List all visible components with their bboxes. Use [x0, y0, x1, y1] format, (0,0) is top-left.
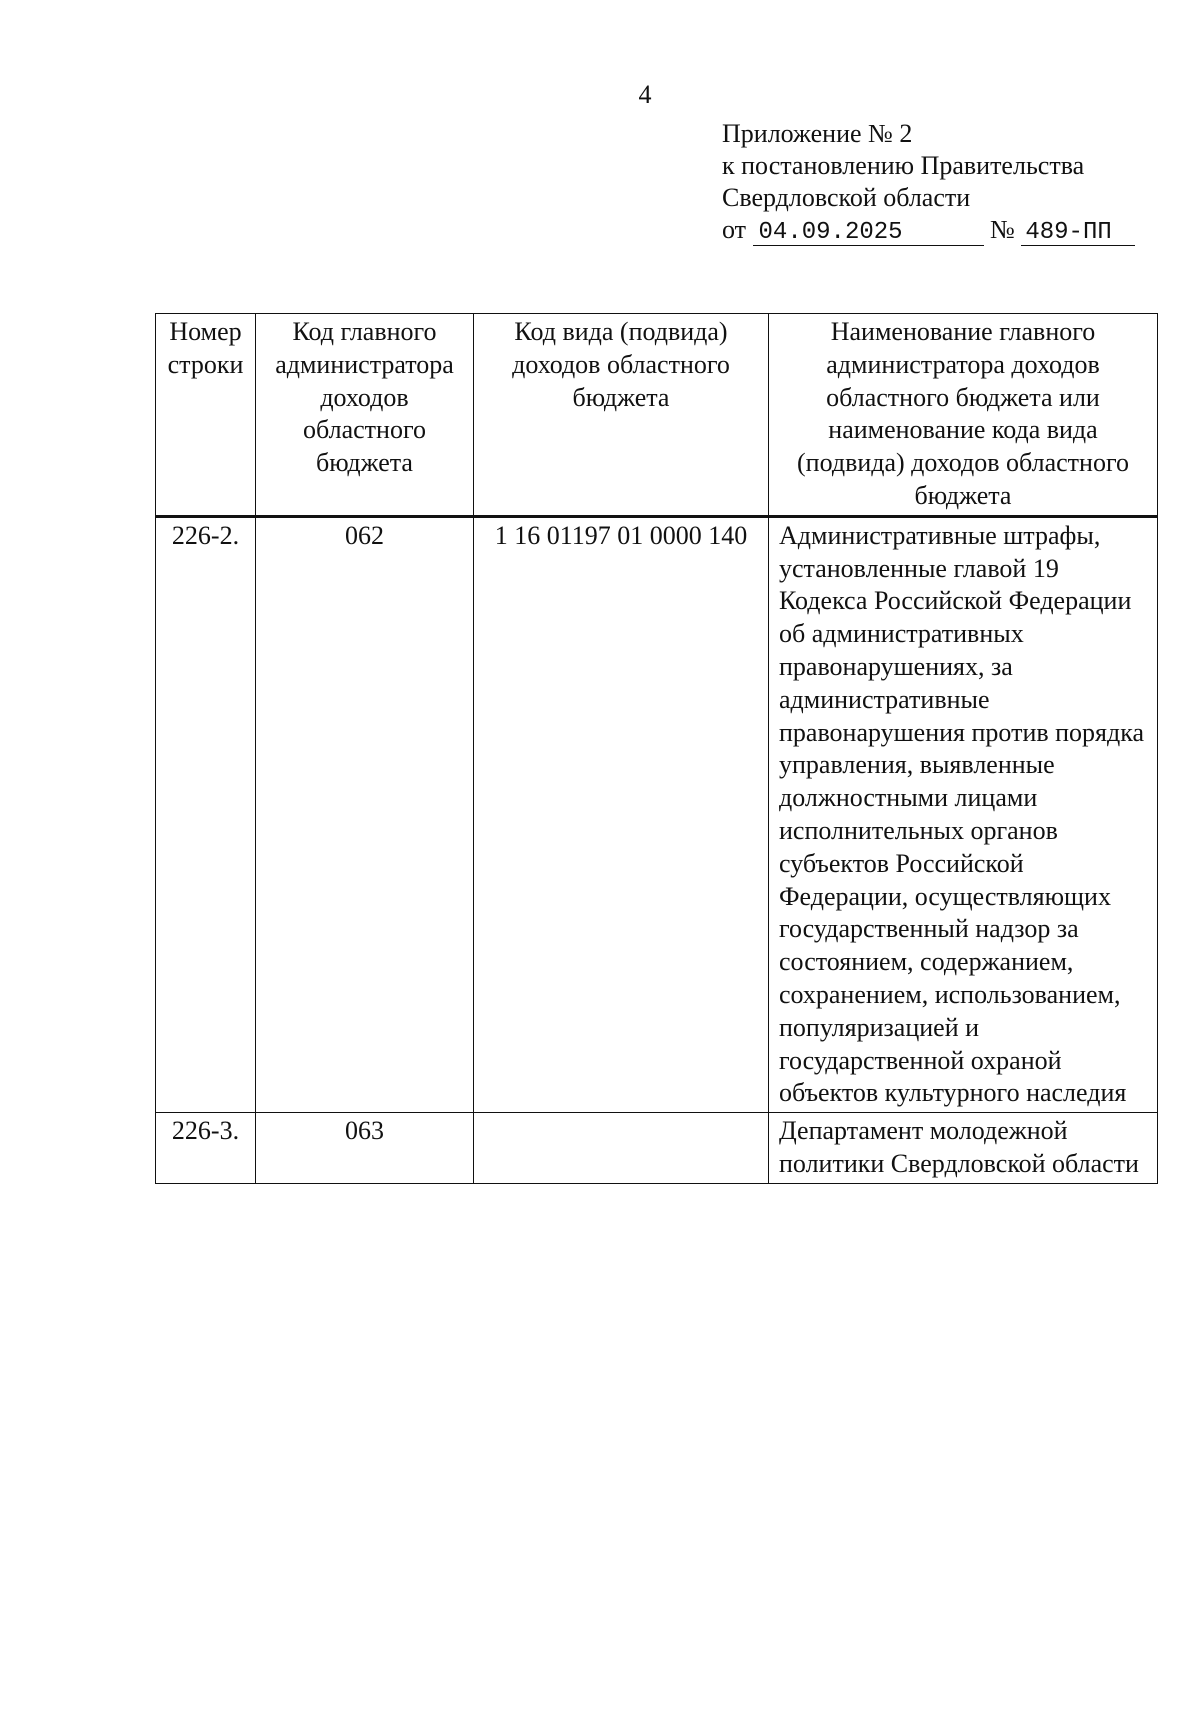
number-prefix: № [990, 215, 1015, 244]
date-prefix: от [722, 215, 747, 244]
appendix-region: Свердловской области [722, 183, 971, 212]
admin-code-cell: 063 [256, 1113, 474, 1184]
table-row [156, 1113, 1158, 1184]
header-name: Наименование главного администратора доходов областного бюджета или наименование кода вида (подвида) доходов областного бюджета [769, 314, 1158, 517]
row-number-cell: 226-3. [156, 1113, 256, 1184]
appendix-resolution-ref: к постановлению Правительства [722, 151, 1085, 180]
header-row-number: Номер строки [156, 314, 256, 517]
header-income-code: Код вида (подвида) доходов областного бюджета [474, 314, 769, 517]
table-header-row [156, 314, 1158, 517]
name-cell: Административные штрафы, установленные главой 19 Кодекса Российской Федерации об административных правонарушениях, за административные правонарушения против порядка управления, выявленные должностными лицами исполнительных органов субъектов Российской Федерации, осуществляющих государственный надзор за состоянием, содержанием, сохранением, использованием, популяризацией и государственной охраной объектов культурного наследия [769, 516, 1158, 1112]
appendix-header [722, 118, 1162, 246]
row-number-cell: 226-2. [156, 516, 256, 1112]
page-number: 4 [638, 80, 652, 109]
income-code-cell [474, 1113, 769, 1184]
name-cell: Департамент молодежной политики Свердловской области [769, 1113, 1158, 1184]
admin-code-cell: 062 [256, 516, 474, 1112]
appendix-date-line [722, 214, 1162, 246]
income-codes-table [155, 313, 1158, 1184]
resolution-date: 04.09.2025 [753, 221, 984, 246]
resolution-number: 489-ПП [1021, 221, 1135, 246]
appendix-title: Приложение № 2 [722, 119, 913, 148]
header-admin-code: Код главного администратора доходов областного бюджета [256, 314, 474, 517]
table-row [156, 516, 1158, 1112]
income-code-cell: 1 16 01197 01 0000 140 [474, 516, 769, 1112]
